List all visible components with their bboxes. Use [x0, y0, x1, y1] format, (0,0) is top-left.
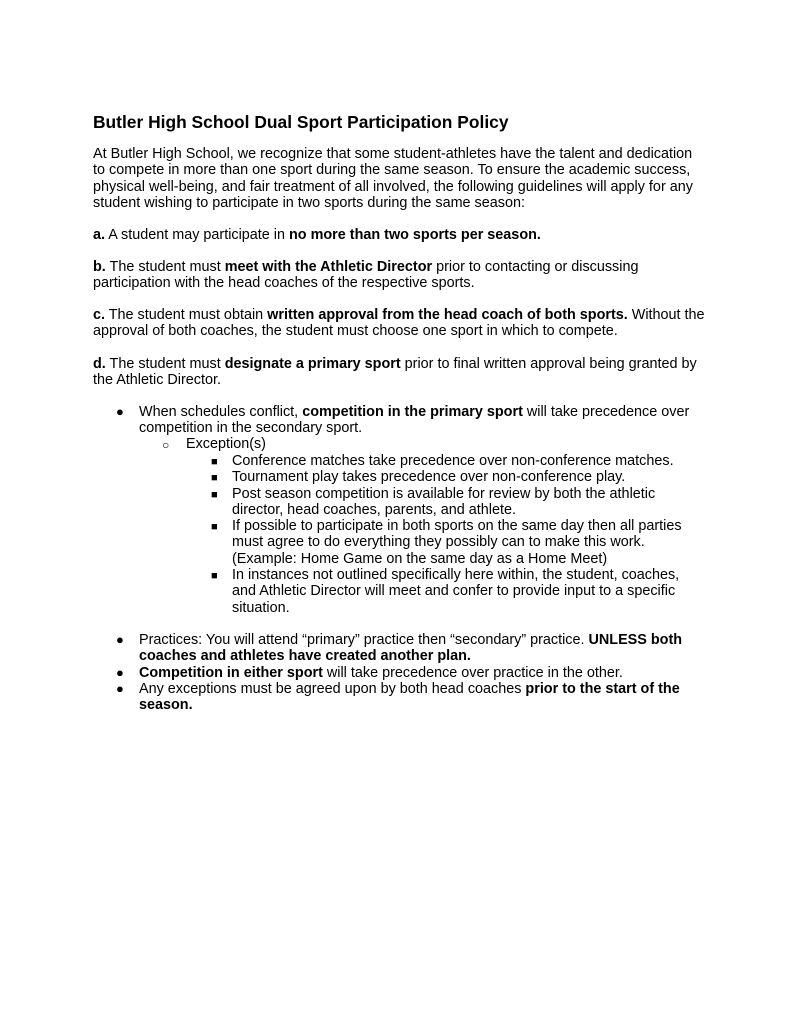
bullet-text-post: will take precedence over — [522, 404, 690, 420]
rule-c-line2: approval of both coaches, the student must choose one sport in which to compete. — [93, 323, 618, 340]
rule-a-label: a. — [93, 227, 106, 243]
sub-item-line: must agree to do everything they possibly can to make this work. — [232, 534, 645, 551]
rule-b-label: b. — [93, 259, 106, 275]
intro-line: physical well-being, and fair treatment of all involved, the following guidelines will apply for any — [93, 178, 693, 195]
intro-line: to compete in more than one sport during the same season. To ensure the academic success, — [93, 162, 691, 179]
bullet-line2: competition in the secondary sport. — [139, 420, 363, 437]
sub-item-line: If possible to participate in both sports on the same day then all parties — [232, 518, 682, 534]
rule-d-text-post: prior to final written approval being granted by — [400, 356, 697, 372]
rule-c-label: c. — [93, 307, 106, 323]
bullet-line2-bold: coaches and athletes have created another plan. — [139, 648, 471, 665]
sub-item-line: director, head coaches, parents, and athlete. — [232, 502, 517, 519]
bullet-dot-icon: ● — [116, 681, 124, 696]
rule-d-label: d. — [93, 356, 106, 372]
bullet-text-post: will take precedence over practice in the other. — [322, 665, 623, 681]
bullet-item-competition — [139, 665, 623, 681]
square-bullet-icon: ■ — [211, 456, 218, 468]
square-bullet-icon: ■ — [211, 472, 218, 484]
rule-d-text: The student must — [105, 356, 225, 372]
rule-b-text-post: prior to contacting or discussing — [432, 259, 639, 275]
rule-c-bold: written approval from the head coach of both sports. — [267, 307, 628, 323]
square-bullet-icon: ■ — [211, 489, 218, 501]
intro-line: At Butler High School, we recognize that some student-athletes have the talent and dedication — [93, 146, 693, 162]
rule-d — [93, 356, 713, 389]
rule-c-text-post: Without the — [627, 307, 705, 323]
rule-d-bold: designate a primary sport — [224, 356, 401, 372]
rule-a-text: A student may participate in — [105, 227, 290, 243]
page-title: Butler High School Dual Sport Participation Policy — [93, 112, 509, 132]
intro-paragraph — [93, 146, 713, 212]
bullet-bold: prior to the start of the — [525, 681, 680, 697]
circle-bullet-icon: ○ — [162, 438, 170, 452]
bullet-bold: Competition in either sport — [139, 665, 323, 681]
sub-item-tournament: Tournament play takes precedence over non-conference play. — [232, 469, 626, 485]
bullet-text: Practices: You will attend “primary” practice then “secondary” practice. — [139, 632, 589, 648]
rule-b-text: The student must — [105, 259, 225, 275]
rule-c-text: The student must obtain — [105, 307, 268, 323]
rule-b-line2: participation with the head coaches of the respective sports. — [93, 275, 475, 292]
rule-b — [93, 259, 713, 292]
sub-item-instances — [232, 567, 679, 616]
sub-item-line: (Example: Home Game on the same day as a Home Meet) — [232, 550, 608, 567]
bullet-item-practices — [139, 632, 682, 665]
sub-item-line: and Athletic Director will meet and confer to provide input to a specific — [232, 583, 676, 600]
square-bullet-icon: ■ — [211, 570, 218, 582]
rule-a-bold: no more than two sports per season. — [289, 227, 541, 243]
sub-item-line: Post season competition is available for review by both the athletic — [232, 486, 656, 502]
bullet-bold: UNLESS both — [588, 632, 683, 648]
sub-item-post-season — [232, 486, 655, 519]
bullet-text: Any exceptions must be agreed upon by both head coaches — [139, 681, 526, 697]
sub-item-line: situation. — [232, 599, 290, 616]
rule-d-line2: the Athletic Director. — [93, 372, 221, 389]
bullet-line2-bold: season. — [139, 697, 193, 714]
bullet-dot-icon: ● — [116, 632, 124, 647]
bullet-item-schedules — [139, 404, 689, 437]
intro-line: student wishing to participate in two sports during the same season: — [93, 195, 525, 212]
exceptions-label: Exception(s) — [186, 436, 266, 452]
square-bullet-icon: ■ — [211, 521, 218, 533]
bullet-text: When schedules conflict, — [139, 404, 303, 420]
rule-b-bold: meet with the Athletic Director — [224, 259, 433, 275]
sub-item-line: In instances not outlined specifically here within, the student, coaches, — [232, 567, 680, 583]
bullet-dot-icon: ● — [116, 404, 124, 419]
sub-item-same-day — [232, 518, 682, 567]
bullet-bold: competition in the primary sport — [302, 404, 523, 420]
sub-item-conference: Conference matches take precedence over non-conference matches. — [232, 453, 674, 469]
rule-c — [93, 307, 713, 340]
bullet-item-exceptions — [139, 681, 680, 714]
bullet-dot-icon: ● — [116, 665, 124, 680]
rule-a — [93, 227, 713, 243]
